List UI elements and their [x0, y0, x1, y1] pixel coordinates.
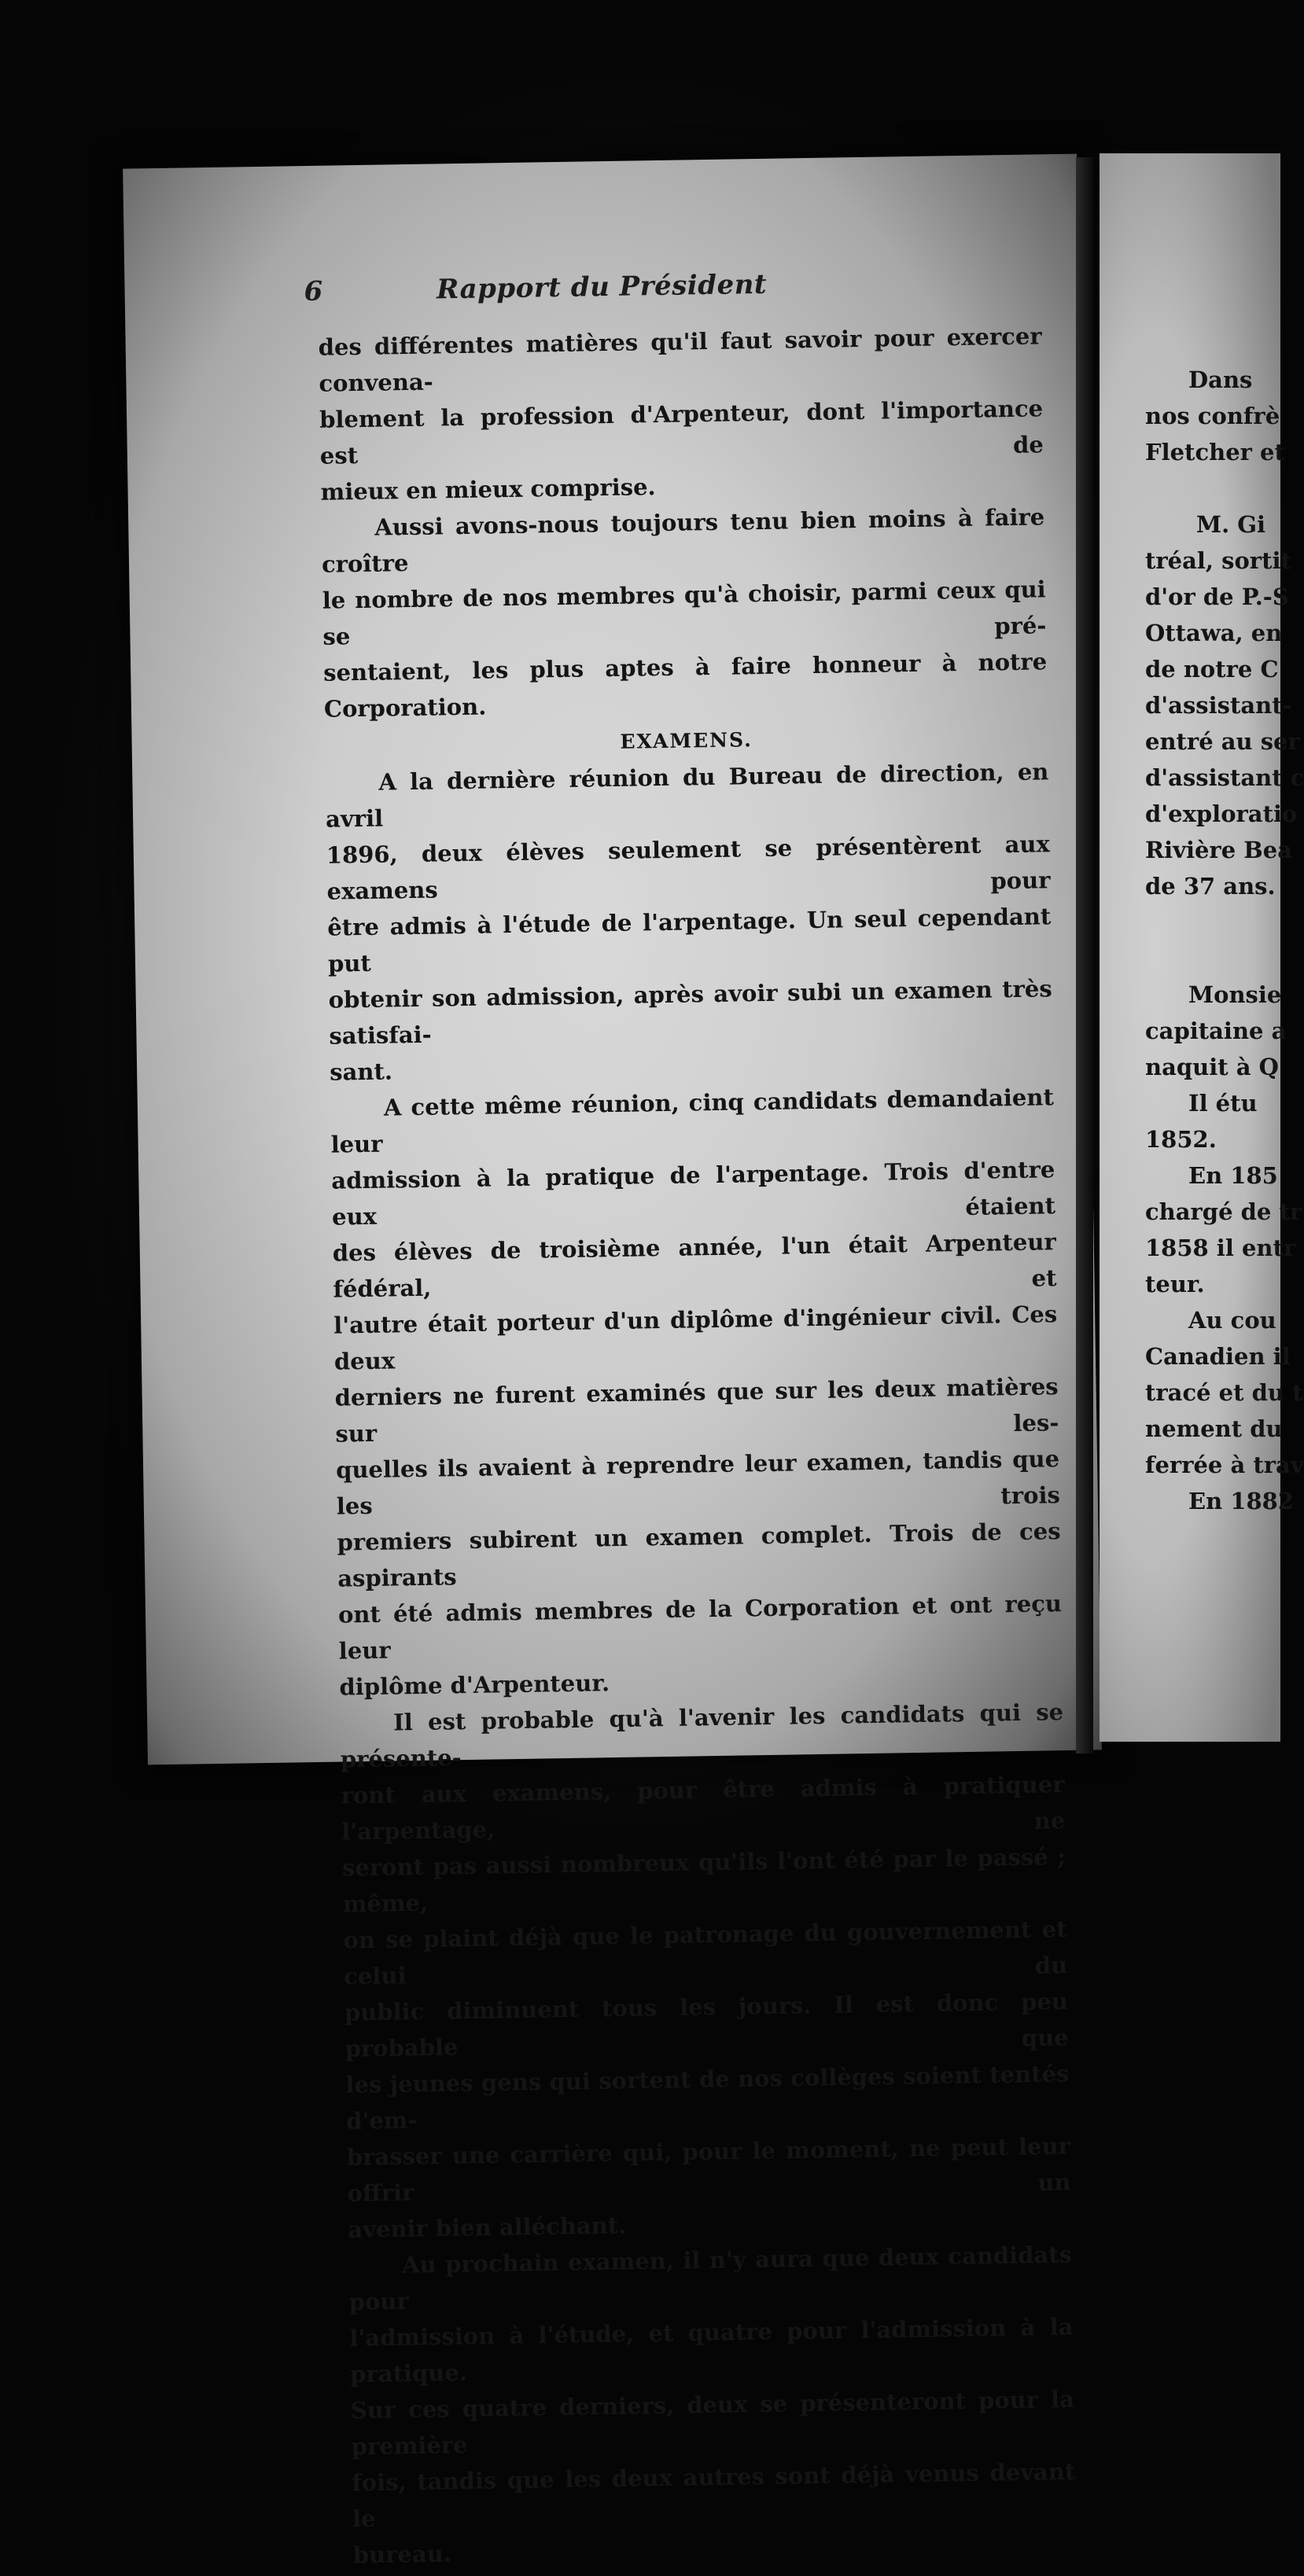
text-line: être admis à l'étude de l'arpentage. Un seul cependant put [327, 903, 1052, 977]
paragraph-4 [330, 1079, 1063, 1705]
facing-line: En 185 [1188, 1162, 1278, 1189]
facing-line: naquit à Q [1145, 1054, 1279, 1080]
facing-line: d'assistant- [1145, 692, 1292, 719]
facing-page [1100, 153, 1304, 1742]
text-line: Sur ces quatre derniers, deux se présenteront pour la première [350, 2386, 1075, 2460]
text-line: mieux en mieux comprise. [320, 473, 656, 506]
facing-line: capitaine a [1145, 1018, 1287, 1044]
facing-line: nos confrè [1145, 403, 1280, 429]
facing-line: teur. [1145, 1271, 1205, 1297]
facing-line: chargé de tr [1145, 1198, 1302, 1225]
facing-line: En 1882 [1188, 1488, 1294, 1514]
facing-line: entré au ser [1145, 728, 1300, 755]
text-line: ront aux examens, pour être admis à pratiquer l'arpentage, ne [341, 1771, 1066, 1846]
facing-line: Canadien il [1145, 1343, 1291, 1370]
facing-line [1145, 904, 1302, 940]
facing-line: d'exploratio [1145, 800, 1298, 827]
facing-line: Ottawa, en [1145, 620, 1283, 646]
facing-line: ferrée à trav [1145, 1452, 1304, 1478]
text-line: sentaient, les plus aptes à faire honneur à notre Corporation. [322, 648, 1048, 723]
text-line: fois, tandis que les deux autres sont déjà venus devant le [352, 2457, 1076, 2533]
text-line: les jeunes gens qui sortent de nos collèges soient tentés d'em- [345, 2060, 1070, 2135]
text-line: avenir bien alléchant. [348, 2211, 627, 2243]
text-line: admission à la pratique de l'arpentage. Trois d'entre eux étaient [331, 1156, 1056, 1231]
paragraph-5 [340, 1694, 1072, 2247]
text-line: des différentes matières qu'il faut savoir pour exercer convena- [318, 322, 1042, 397]
facing-line: 1858 il entr [1145, 1235, 1296, 1261]
facing-line: Fletcher et [1145, 439, 1285, 466]
paragraph-3 [325, 753, 1053, 1090]
running-header [124, 264, 1079, 326]
text-line: l'autre était porteur d'un diplôme d'ingénieur civil. Ces deux [333, 1301, 1058, 1375]
facing-line: Au cou [1188, 1307, 1276, 1334]
facing-line: Dans [1188, 366, 1253, 393]
paragraph-6 [348, 2236, 1077, 2573]
body-text [318, 318, 1077, 2573]
facing-line: Rivière Bea [1145, 837, 1293, 863]
page-title: Rapport du Président [436, 268, 768, 306]
paragraph-1 [318, 318, 1044, 510]
facing-line: M. Gi [1196, 511, 1266, 538]
text-line: 1896, deux élèves seulement se présentèrent aux examens pour [326, 830, 1051, 905]
text-line: diplôme d'Arpenteur. [339, 1669, 610, 1701]
text-line: sant. [329, 1058, 393, 1086]
text-line: on se plaint déjà que le patronage du gouvernement et celui du [343, 1915, 1068, 1990]
text-line: Aussi avons-nous toujours tenu bien moins à faire croître [321, 503, 1045, 578]
book-gutter [1076, 157, 1093, 1754]
facing-page-text [1145, 362, 1302, 1519]
text-line: brasser une carrière qui, pour le moment, ne peut leur offrir un [346, 2133, 1071, 2207]
section-heading: EXAMENS. [620, 728, 753, 753]
text-line: l'admission à l'étude, et quatre pour l'admission à la pratique. [349, 2313, 1074, 2388]
text-line: bureau. [352, 2540, 452, 2569]
left-page [123, 154, 1102, 2569]
text-line: obtenir son admission, après avoir subi un examen très satisfai- [328, 975, 1052, 1050]
facing-line: Il étu [1188, 1090, 1258, 1117]
facing-line: d'assistant c [1145, 764, 1304, 791]
facing-line: 1852. [1145, 1126, 1217, 1153]
text-line: Au prochain examen, il n'y aura que deux candidats pour [348, 2241, 1073, 2316]
text-line: le nombre de nos membres qu'à choisir, parmi ceux qui se pré- [322, 576, 1047, 650]
text-line: A cette même réunion, cinq candidats demandaient leur [330, 1084, 1055, 1158]
page-number: 6 [304, 275, 323, 308]
text-line: derniers ne furent examinés que sur les deux matières sur les- [334, 1373, 1059, 1448]
text-line: des élèves de troisième année, l'un était Arpenteur fédéral, et [332, 1228, 1057, 1303]
facing-line: d'or de P.-S [1145, 583, 1289, 610]
text-line: seront pas aussi nombreux qu'ils l'ont été par le passé ; même, [341, 1843, 1066, 1918]
facing-line: nement du [1145, 1415, 1283, 1442]
facing-line: de 37 ans. [1145, 873, 1276, 900]
text-line: A la dernière réunion du Bureau de direction, en avril [325, 758, 1049, 833]
text-line: blement la profession d'Arpenteur, dont l'importance est de [319, 395, 1044, 469]
text-line: ont été admis membres de la Corporation et ont reçu leur [337, 1590, 1063, 1665]
facing-line: Monsie [1188, 981, 1282, 1008]
facing-line [1145, 940, 1302, 977]
text-line: public diminuent tous les jours. Il est donc peu probable que [344, 1988, 1069, 2063]
text-line: Il est probable qu'à l'avenir les candidats qui se présente- [340, 1698, 1064, 1773]
text-line: premiers subirent un examen complet. Trois de ces aspirants [337, 1518, 1061, 1592]
facing-line: tréal, sortit [1145, 547, 1291, 574]
facing-line: tracé et du t [1145, 1379, 1303, 1406]
facing-line: de notre C [1145, 656, 1279, 683]
facing-line [1145, 470, 1302, 506]
text-line: quelles ils avaient à reprendre leur examen, tandis que les trois [335, 1445, 1061, 1520]
paragraph-2 [321, 499, 1048, 727]
